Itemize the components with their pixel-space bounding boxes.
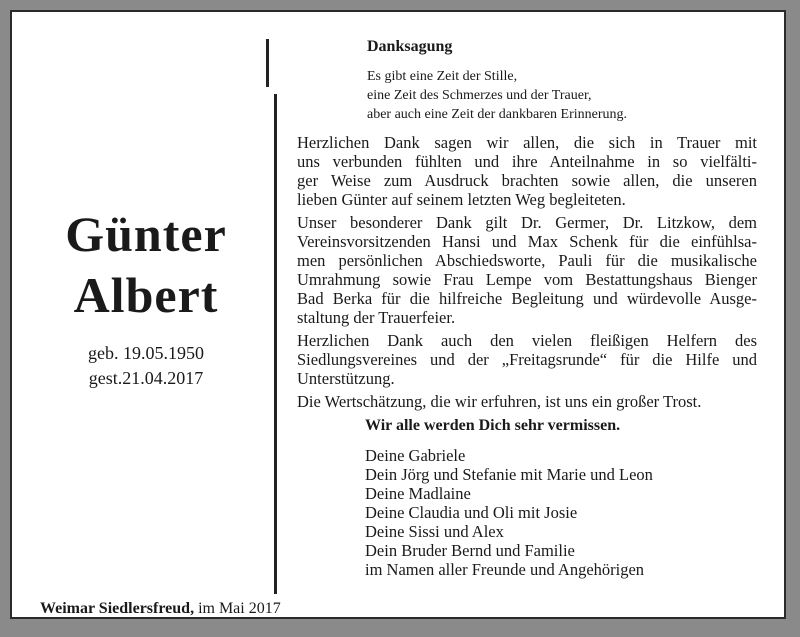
text-line: ger Weise zum Ausdruck brachten sowie allen, die unseren xyxy=(297,171,757,190)
thanks-paragraph xyxy=(297,133,757,209)
thanks-paragraph xyxy=(297,213,757,327)
signer: Deine Claudia und Oli mit Josie xyxy=(365,503,578,522)
divider-line-top xyxy=(266,39,269,87)
deceased-last-name: Albert xyxy=(73,267,219,323)
signer: Deine Gabriele xyxy=(365,446,466,465)
poem-line: eine Zeit des Schmerzes und der Trauer, xyxy=(367,88,592,103)
footer-date: im Mai 2017 xyxy=(194,600,281,617)
text-line: men persönlichen Abschiedsworte, Pauli für die musikalische xyxy=(297,251,757,270)
notice-heading: Danksagung xyxy=(367,38,453,55)
birth-date: geb. 19.05.1950 xyxy=(88,343,204,363)
text-line: Siedlungsvereines und der „Freitagsrunde“ für die Hilfe und xyxy=(297,350,757,369)
closing-line: Wir alle werden Dich sehr vermissen. xyxy=(365,417,621,434)
footer-place-date xyxy=(40,598,281,620)
signer: im Namen aller Freunde und Angehörigen xyxy=(365,560,645,579)
text-line: lieben Günter auf seinem letzten Weg begleiteten. xyxy=(297,190,626,209)
text-line: Herzlichen Dank sagen wir allen, die sich in Trauer mit xyxy=(297,133,757,152)
text-line: Die Wertschätzung, die wir erfuhren, ist uns ein großer Trost. xyxy=(297,392,702,411)
signer: Deine Sissi und Alex xyxy=(365,522,504,541)
death-date: gest.21.04.2017 xyxy=(88,368,204,388)
text-line: staltung der Trauerfeier. xyxy=(297,308,456,327)
thanks-text xyxy=(297,133,757,415)
text-line: Unterstützung. xyxy=(297,369,395,388)
poem-line: aber auch eine Zeit der dankbaren Erinnerung. xyxy=(367,107,628,122)
poem-line: Es gibt eine Zeit der Stille, xyxy=(367,69,518,84)
poem xyxy=(367,67,627,124)
signer: Dein Jörg und Stefanie mit Marie und Leon xyxy=(365,465,653,484)
text-line: Umrahmung sowie Frau Lempe vom Bestattungshaus Bienger xyxy=(297,270,757,289)
text-line: Herzlichen Dank auch den vielen fleißigen Helfern des xyxy=(297,331,757,350)
thanks-paragraph xyxy=(297,392,757,411)
divider-line-main xyxy=(274,94,277,594)
footer-place: Weimar Siedlersfreud, xyxy=(40,600,195,617)
thanks-paragraph xyxy=(297,331,757,388)
signers-list xyxy=(365,446,653,579)
deceased-first-name: Günter xyxy=(65,206,227,262)
signer: Deine Madlaine xyxy=(365,484,471,503)
text-line: uns verbunden fühlten und ihre Anteilnahme in so vielfälti- xyxy=(297,152,757,171)
signer: Dein Bruder Bernd und Familie xyxy=(365,541,575,560)
text-line: Vereinsvorsitzenden Hansi und Max Schenk für die einfühlsa- xyxy=(297,232,757,251)
obituary-card xyxy=(10,10,786,619)
text-line: Bad Berka für die hilfreiche Begleitung und würdevolle Ausge- xyxy=(297,289,757,308)
text-line: Unser besonderer Dank gilt Dr. Germer, Dr. Litzkow, dem xyxy=(297,213,757,232)
